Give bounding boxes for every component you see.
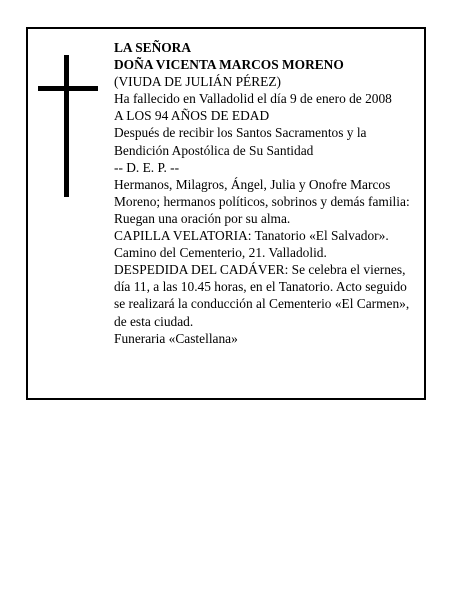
chapel-line-2: Camino del Cementerio, 21. Valladolid.: [114, 245, 327, 261]
cross-vertical-bar: [64, 55, 69, 197]
farewell-line-3: se realizará la conducción al Cementerio «El Carmen»,: [114, 296, 410, 312]
cross-horizontal-bar: [38, 86, 98, 91]
family-line-1: Hermanos, Milagros, Ángel, Julia y Onofre Marcos: [114, 176, 391, 192]
farewell-line-4: de esta ciudad.: [114, 313, 194, 329]
family-line-2: Moreno; hermanos políticos, sobrinos y demás familia:: [114, 193, 410, 209]
widow-of-line: (VIUDA DE JULIÁN PÉREZ): [114, 74, 281, 90]
cross-icon: [38, 55, 98, 197]
chapel-line-1: CAPILLA VELATORIA: Tanatorio «El Salvador».: [114, 228, 389, 244]
prayer-request: Ruegan una oración por su alma.: [114, 210, 291, 226]
farewell-line-1: DESPEDIDA DEL CADÁVER: Se celebra el viernes,: [114, 262, 406, 278]
death-place-date: Ha fallecido en Valladolid el día 9 de enero de 2008: [114, 91, 392, 107]
notice-heading: LA SEÑORA: [114, 40, 192, 55]
deceased-name: DOÑA VICENTA MARCOS MORENO: [114, 57, 344, 73]
age-line: A LOS 94 AÑOS DE EDAD: [114, 108, 270, 124]
rip-line: -- D. E. P. --: [114, 159, 180, 175]
farewell-line-2: día 11, a las 10.45 horas, en el Tanatorio. Acto seguido: [114, 279, 407, 295]
obituary-text: [114, 39, 414, 347]
sacraments-line-2: Bendición Apostólica de Su Santidad: [114, 142, 314, 158]
funeral-home: Funeraria «Castellana»: [114, 330, 238, 346]
sacraments-line-1: Después de recibir los Santos Sacramentos y la: [114, 125, 367, 141]
